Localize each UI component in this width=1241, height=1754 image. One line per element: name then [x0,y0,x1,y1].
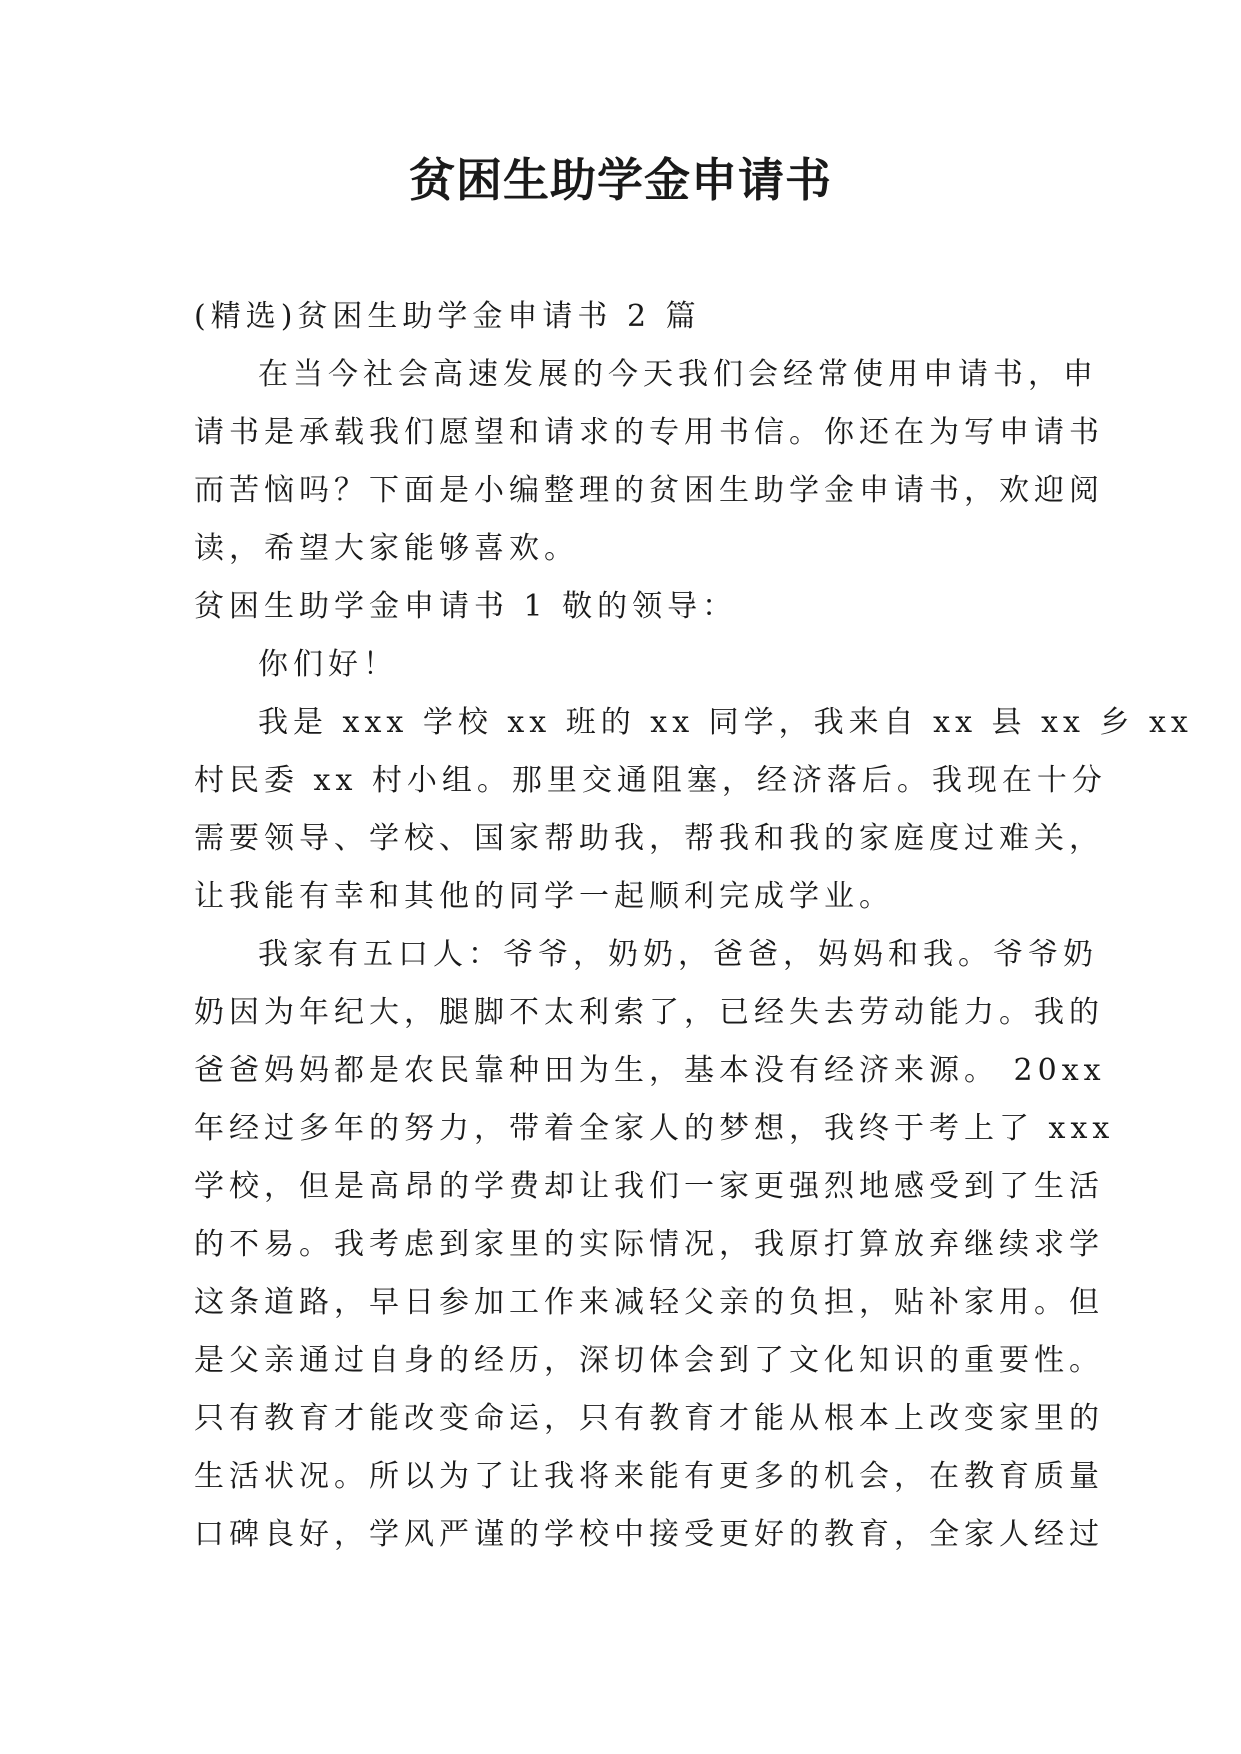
paragraph-line: 我是 xxx 学校 xx 班的 xx 同学，我来自 xx 县 xx 乡 xx [258,705,1193,740]
paragraph-line: 需要领导、学校、国家帮助我，帮我和我的家庭度过难关， [194,821,1104,856]
paragraph-line: 口碑良好，学风严谨的学校中接受更好的教育，全家人经过 [194,1517,1104,1552]
paragraph-line: 学校，但是高昂的学费却让我们一家更强烈地感受到了生活 [194,1169,1104,1204]
greeting-line: 你们好！ [258,647,398,682]
document-body [194,288,1193,1564]
paragraph-line: 爸爸妈妈都是农民靠种田为生，基本没有经济来源。 20xx [194,1053,1106,1088]
paragraph-line: 的不易。我考虑到家里的实际情况，我原打算放弃继续求学 [194,1227,1104,1262]
intro-line-3: 而苦恼吗？下面是小编整理的贫困生助学金申请书，欢迎阅 [194,473,1104,508]
paragraph-line: 年经过多年的努力，带着全家人的梦想，我终于考上了 xxx [194,1111,1115,1146]
paragraph-line: 是父亲通过自身的经历，深切体会到了文化知识的重要性。 [194,1343,1104,1378]
document-title: 贫困生助学金申请书 [409,153,832,207]
paragraph-line: 奶因为年纪大，腿脚不太利索了，已经失去劳动能力。我的 [194,995,1104,1030]
paragraph-line: 生活状况。所以为了让我将来能有更多的机会，在教育质量 [194,1459,1104,1494]
letter-heading: 贫困生助学金申请书 1 敬的领导： [194,589,738,624]
paragraph-line: 我家有五口人：爷爷，奶奶，爸爸，妈妈和我。爷爷奶 [258,937,1098,972]
paragraph-line: 这条道路，早日参加工作来减轻父亲的负担，贴补家用。但 [194,1285,1104,1320]
subtitle-line: (精选)贫困生助学金申请书 2 篇 [194,299,701,334]
paragraph-line: 只有教育才能改变命运，只有教育才能从根本上改变家里的 [194,1401,1104,1436]
intro-line-1: 在当今社会高速发展的今天我们会经常使用申请书，申 [258,357,1098,392]
paragraph-line: 村民委 xx 村小组。那里交通阻塞，经济落后。我现在十分 [194,763,1107,798]
intro-line-2: 请书是承载我们愿望和请求的专用书信。你还在为写申请书 [194,415,1104,450]
intro-line-4: 读，希望大家能够喜欢。 [194,531,579,566]
paragraph-line: 让我能有幸和其他的同学一起顺利完成学业。 [194,879,894,914]
